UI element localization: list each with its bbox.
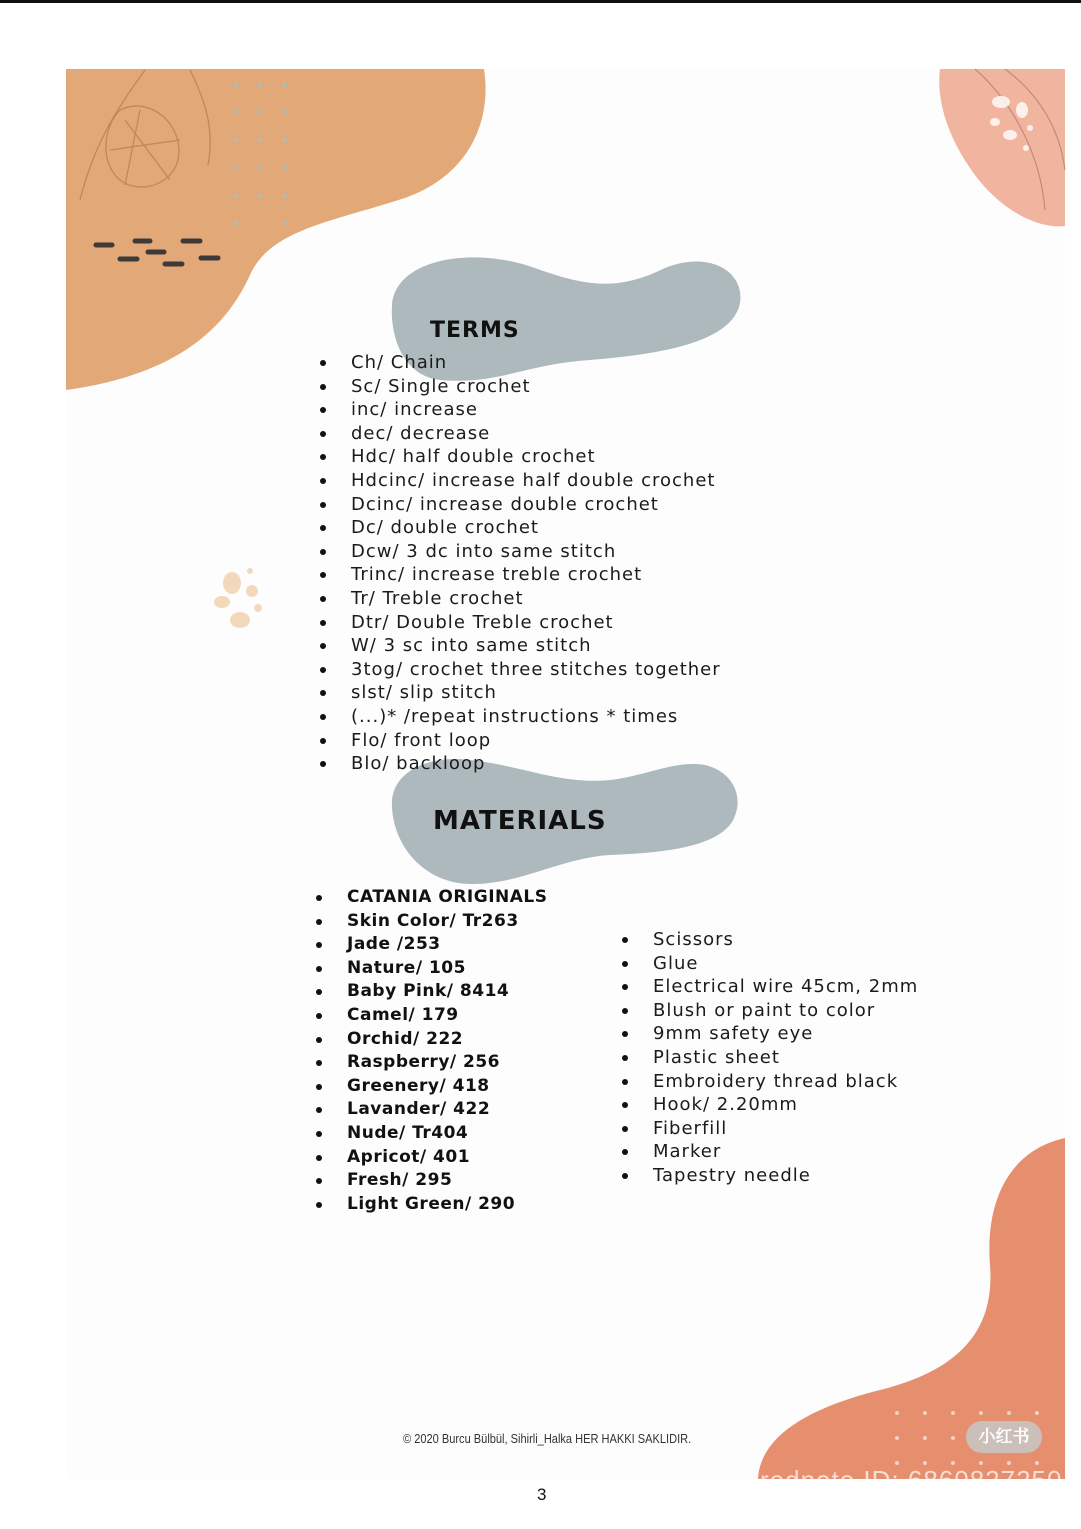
list-item: Orchid/ 222: [347, 1028, 547, 1052]
watermark: rednote ID: 6860827250: [760, 1465, 1063, 1495]
list-item: Apricot/ 401: [347, 1146, 547, 1170]
list-item: Embroidery thread black: [653, 1070, 918, 1094]
list-item: Hdcinc/ increase half double crochet: [351, 469, 721, 493]
list-item: inc/ increase: [351, 398, 721, 422]
xiaohongshu-badge: 小红书: [966, 1421, 1042, 1453]
terms-list: [351, 351, 721, 776]
list-item: Dcinc/ increase double crochet: [351, 493, 721, 517]
list-item: Sc/ Single crochet: [351, 375, 721, 399]
peach-blob: [939, 69, 1065, 226]
list-item: Light Green/ 290: [347, 1193, 547, 1217]
list-item: Dcw/ 3 dc into same stitch: [351, 540, 721, 564]
list-item: Glue: [653, 952, 918, 976]
list-item: Nude/ Tr404: [347, 1122, 547, 1146]
yarn-list: [347, 886, 547, 1216]
list-item: Dtr/ Double Treble crochet: [351, 611, 721, 635]
list-item: Ch/ Chain: [351, 351, 721, 375]
list-item: W/ 3 sc into same stitch: [351, 634, 721, 658]
list-item: Fiberfill: [653, 1117, 918, 1141]
list-item: Jade /253: [347, 933, 547, 957]
list-item: Scissors: [653, 928, 918, 952]
list-item: Hdc/ half double crochet: [351, 445, 721, 469]
page-number: 3: [537, 1485, 547, 1504]
list-item: Tr/ Treble crochet: [351, 587, 721, 611]
list-item: (...)* /repeat instructions * times: [351, 705, 721, 729]
list-item: slst/ slip stitch: [351, 681, 721, 705]
list-item: Electrical wire 45cm, 2mm: [653, 976, 919, 998]
list-item: Camel/ 179: [347, 1004, 547, 1028]
list-item: Raspberry/ 256: [347, 1051, 547, 1075]
list-item: 3tog/ crochet three stitches together: [351, 658, 721, 680]
list-item: Greenery/ 418: [347, 1075, 547, 1099]
list-item: Nature/ 105: [347, 957, 547, 981]
list-item: Marker: [653, 1140, 918, 1164]
list-item: Lavander/ 422: [347, 1098, 547, 1122]
list-item: 9mm safety eye: [653, 1022, 918, 1046]
list-item: Skin Color/ Tr263: [347, 910, 547, 934]
list-item: Plastic sheet: [653, 1046, 918, 1070]
list-item: Blo/ backloop: [351, 752, 721, 776]
list-item: Dc/ double crochet: [351, 516, 721, 540]
list-item: Trinc/ increase treble crochet: [351, 563, 721, 587]
list-item: Tapestry needle: [653, 1164, 918, 1188]
tools-list: [653, 928, 918, 1188]
terms-heading: TERMS: [430, 318, 520, 343]
paw-spots: [214, 568, 262, 628]
list-item: Blush or paint to color: [653, 999, 918, 1023]
list-item: Hook/ 2.20mm: [653, 1093, 918, 1117]
list-item: Baby Pink/ 8414: [347, 980, 547, 1004]
list-item: CATANIA ORIGINALS: [347, 886, 547, 910]
list-item: Fresh/ 295: [347, 1169, 547, 1193]
list-item: Flo/ front loop: [351, 729, 721, 753]
list-item: dec/ decrease: [351, 422, 721, 446]
materials-heading: MATERIALS: [433, 806, 607, 836]
copyright-notice: © 2020 Burcu Bülbül, Sihirli_Halka HER HAKKI SAKLIDIR.: [403, 1431, 692, 1446]
